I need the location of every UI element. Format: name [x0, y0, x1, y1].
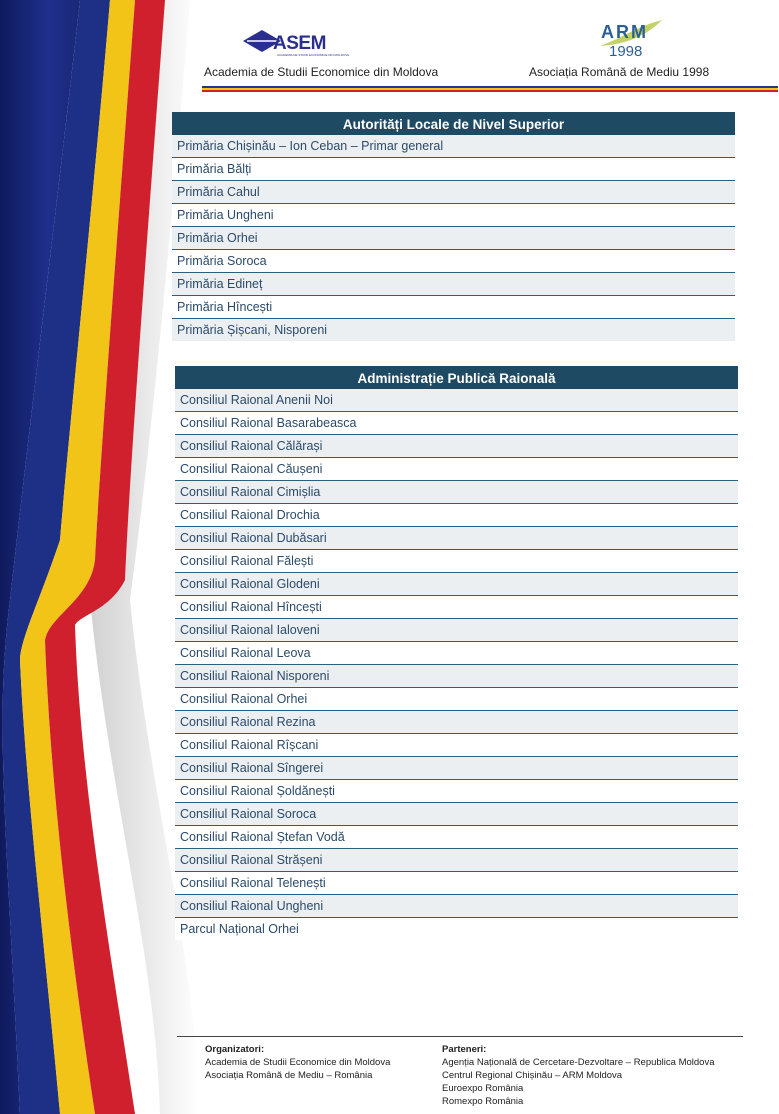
table-row: Consiliul Raional Nisporeni — [175, 665, 738, 688]
footer-partners — [442, 1043, 715, 1108]
table-row: Consiliul Raional Drochia — [175, 504, 738, 527]
table-row: Consiliul Raional Ialoveni — [175, 619, 738, 642]
org-name-asem: Academia de Studii Economice din Moldova — [204, 65, 439, 79]
organizer-item: Asociația Română de Mediu – România — [205, 1070, 373, 1081]
organizers-heading: Organizatori: — [205, 1044, 265, 1055]
arm-logo-year: 1998 — [609, 43, 643, 60]
asem-logo — [243, 28, 350, 58]
partner-item: Romexpo România — [442, 1096, 524, 1107]
asem-logo-text: ASEM — [273, 33, 326, 54]
table-row: Primăria Edineț — [172, 273, 735, 296]
table-title-district-administration: Administrație Publică Raională — [175, 366, 738, 389]
header-tricolor-divider — [202, 86, 778, 92]
table-row: Primăria Orhei — [172, 227, 735, 250]
table-row: Consiliul Raional Dubăsari — [175, 527, 738, 550]
partner-item: Centrul Regional Chișinău – ARM Moldova — [442, 1070, 623, 1081]
table-row: Primăria Cahul — [172, 181, 735, 204]
table-row: Consiliul Raional Ungheni — [175, 895, 738, 918]
table-title-local-authorities: Autorități Locale de Nivel Superior — [172, 112, 735, 135]
table-row: Consiliul Raional Cimișlia — [175, 481, 738, 504]
arm-logo-text: ARM — [601, 22, 648, 42]
table-row: Consiliul Raional Strășeni — [175, 849, 738, 872]
table-row: Consiliul Raional Fălești — [175, 550, 738, 573]
table-row: Consiliul Raional Glodeni — [175, 573, 738, 596]
table-row: Primăria Hîncești — [172, 296, 735, 319]
table-row: Consiliul Raional Sîngerei — [175, 757, 738, 780]
partner-item: Agenția Națională de Cercetare-Dezvoltare – Republica Moldova — [442, 1057, 715, 1068]
partners-heading: Parteneri: — [442, 1044, 487, 1055]
table-row: Primăria Ungheni — [172, 204, 735, 227]
table-row: Consiliul Raional Basarabeasca — [175, 412, 738, 435]
arm-logo — [590, 18, 670, 62]
table-local-authorities — [172, 112, 735, 341]
table-row: Consiliul Raional Rezina — [175, 711, 738, 734]
table-row: Parcul Național Orhei — [175, 918, 738, 940]
table-row: Primăria Șișcani, Nisporeni — [172, 319, 735, 341]
footer-organizers — [205, 1043, 390, 1082]
table-row: Primăria Chișinău – Ion Ceban – Primar general — [172, 135, 735, 158]
organizer-item: Academia de Studii Economice din Moldova — [205, 1057, 391, 1068]
table-row: Consiliul Raional Anenii Noi — [175, 389, 738, 412]
table-row: Consiliul Raional Soroca — [175, 803, 738, 826]
table-row: Consiliul Raional Șoldănești — [175, 780, 738, 803]
asem-logo-subtext: ACADEMIA DE STUDII ECONOMICE DIN MOLDOVA — [277, 53, 350, 57]
table-row: Primăria Bălți — [172, 158, 735, 181]
footer-divider — [177, 1036, 743, 1037]
table-row: Consiliul Raional Telenești — [175, 872, 738, 895]
table-row: Primăria Soroca — [172, 250, 735, 273]
partner-item: Euroexpo România — [442, 1083, 524, 1094]
table-row: Consiliul Raional Călărași — [175, 435, 738, 458]
table-district-administration — [175, 366, 738, 940]
table-row: Consiliul Raional Căușeni — [175, 458, 738, 481]
table-row: Consiliul Raional Rîșcani — [175, 734, 738, 757]
table-row: Consiliul Raional Hîncești — [175, 596, 738, 619]
org-name-arm: Asociația Română de Mediu 1998 — [529, 65, 710, 79]
table-row: Consiliul Raional Ștefan Vodă — [175, 826, 738, 849]
table-row: Consiliul Raional Orhei — [175, 688, 738, 711]
table-row: Consiliul Raional Leova — [175, 642, 738, 665]
